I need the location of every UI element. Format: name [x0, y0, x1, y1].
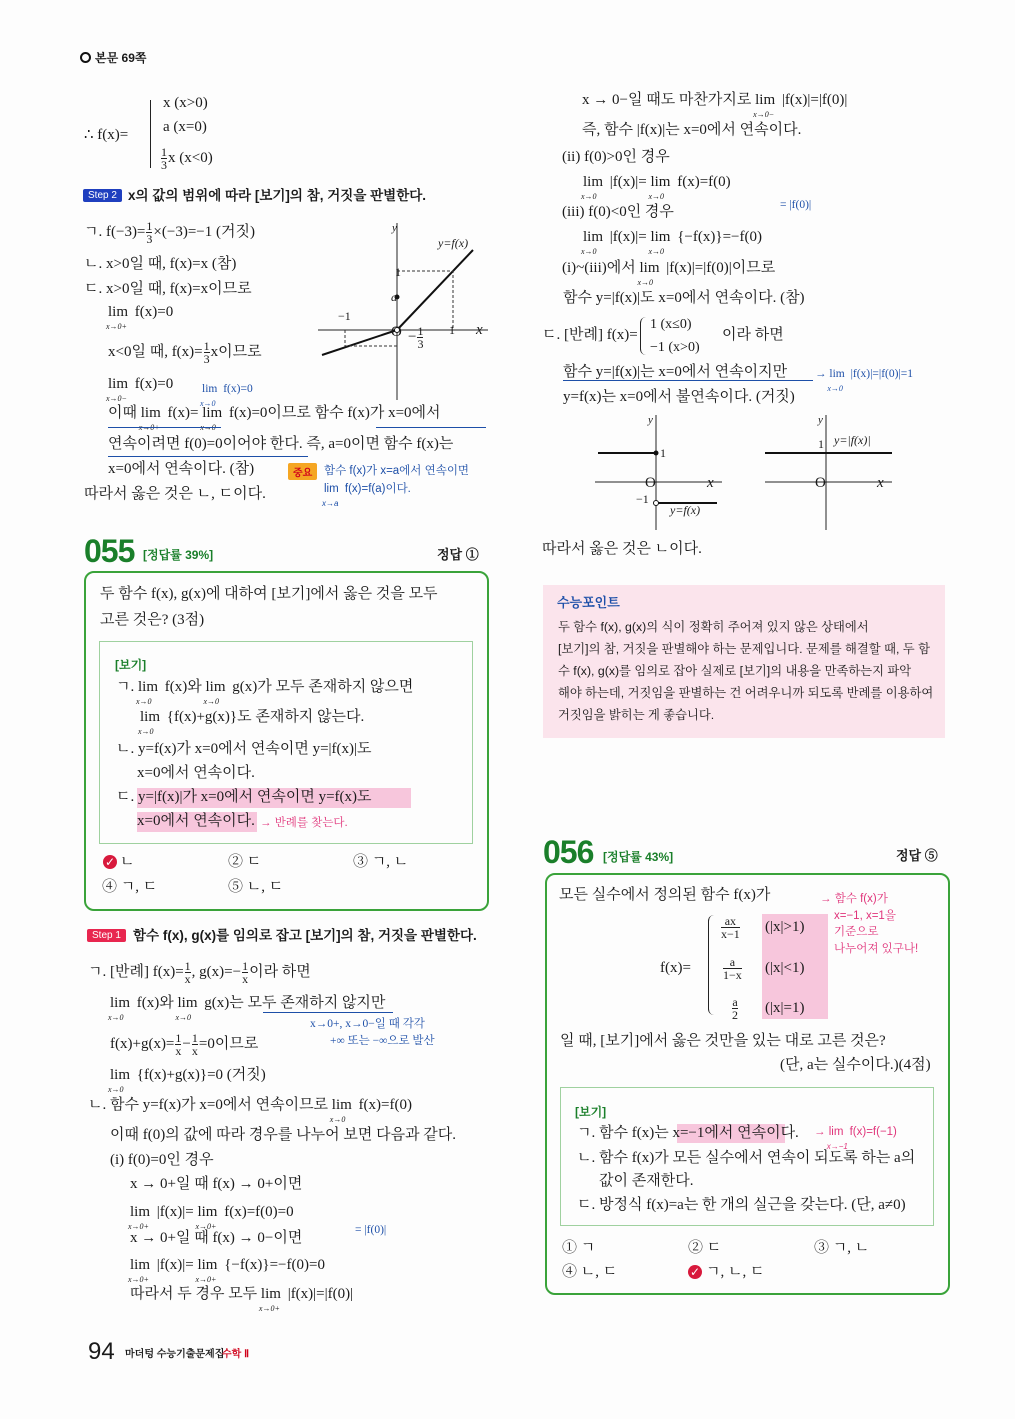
bogi-item: ㄱ. 함수 f(x)는 x=−1에서 연속이다. [577, 1125, 799, 1141]
bogi-item: ㄴ. y=f(x)가 x=0에서 연속이면 y=|f(x)|도 [116, 741, 372, 757]
important-note: 함수 f(x)가 x=a에서 연속이면 [324, 465, 470, 477]
axis-label: x [707, 475, 714, 491]
choice-1[interactable]: ① ㄱ [562, 1240, 596, 1256]
brace [708, 915, 715, 1015]
case-3: $\frac{1}{3}$ x (x<0) [161, 145, 213, 172]
tick-label: a [391, 290, 397, 304]
note: = |f(0)| [355, 1224, 387, 1236]
case-cond: (|x|>1) [765, 919, 805, 935]
line: ㄴ. 함수 y=f(x)가 x=0에서 연속이므로 lim x→0 f(x)=f(0) [88, 1097, 412, 1124]
line: 따라서 옳은 것은 ㄴ, ㄷ이다. [84, 486, 266, 502]
important-badge: 중요 [288, 463, 317, 480]
problem-box [545, 873, 950, 1295]
case-expr: $\frac{a}{1-x}$ [723, 955, 742, 982]
case-cond: (|x|=1) [765, 1000, 805, 1016]
line: lim x→0 f(x)와 lim x→0 g(x)는 모두 존재하지 않지만 [108, 995, 386, 1022]
note: → lim x→0 |f(x)|=|f(0)|=1 [815, 368, 914, 393]
choice-2[interactable]: ② ㄷ [688, 1240, 722, 1256]
origin-label: O [645, 475, 656, 491]
bogi-item: x=0에서 연속이다. [137, 813, 255, 829]
tick-label: 1 [449, 323, 455, 337]
origin-label: O [391, 324, 402, 340]
line: (ii) f(0)>0인 경우 [562, 149, 670, 165]
line: x → 0+일 때 f(x) → 0−이면 [130, 1230, 303, 1246]
axis-label: x [476, 322, 483, 338]
underline [108, 456, 308, 457]
step1-text: 함수 f(x), g(x)를 임의로 잡고 [보기]의 참, 거짓을 판별한다. [133, 928, 477, 943]
ref-text: 본문 69쪽 [95, 51, 147, 65]
curve-negative [322, 330, 397, 355]
line: ㄷ. [반례] f(x)= [542, 327, 638, 343]
axis-label: x [877, 475, 884, 491]
tick-label: −1 [636, 492, 649, 506]
brace [150, 100, 157, 168]
note: → 반례를 찾는다. [260, 817, 348, 829]
closed-point [654, 451, 659, 456]
section-ref [80, 48, 146, 68]
question-text: 일 때, [보기]에서 옳은 것만을 있는 대로 고른 것은? [560, 1033, 886, 1049]
choice-5[interactable]: ⑤ ㄴ, ㄷ [228, 879, 284, 895]
line: ㄱ. f(−3)= $\frac{1}{3}$ ×(−3)=−1 (거짓) [84, 219, 255, 246]
page-number: 94 [88, 1338, 115, 1365]
step2-badge: Step 2 [83, 189, 122, 202]
line: lim x→0− f(x)=0 [106, 376, 174, 403]
choice-4[interactable]: ④ ㄴ, ㄷ [562, 1264, 618, 1280]
line: ㄴ. x>0일 때, f(x)=x (참) [84, 256, 237, 272]
line: 함수 y=|f(x)|도 x=0에서 연속이다. (참) [563, 290, 805, 306]
check-mark-icon: ✓ [689, 1265, 701, 1279]
therefore-fx: ∴ f(x)= [84, 127, 129, 143]
correct-rate: [정답률 43%] [603, 850, 674, 864]
brace [640, 317, 647, 355]
line: f(x)+g(x)= $\frac{1}{x}$ − $\frac{1}{x}$ =0이므로 [110, 1031, 259, 1058]
choice-2[interactable]: ② ㄷ [228, 854, 262, 870]
answer: 정답 ⑤ [896, 848, 938, 863]
tip-line: 두 함수 f(x), g(x)의 식이 정확히 주어져 있지 않은 상태에서 [558, 620, 869, 634]
line: y=f(x)는 x=0에서 불연속이다. (거짓) [563, 389, 795, 405]
line: ㄷ. x>0일 때, f(x)=x이므로 [84, 281, 252, 297]
note: → lim x→−1 f(x)=f(−1) [814, 1126, 897, 1151]
step2-text: x의 값의 범위에 따라 [보기]의 참, 거짓을 판별한다. [128, 188, 427, 203]
bogi-item: ㄷ. 방정식 f(x)=a는 한 개의 실근을 갖는다. (단, a≠0) [577, 1197, 906, 1213]
tip-line: 수 f(x), g(x)를 임의로 잡아 실제로 [보기]의 내용을 만족하는지 파악 [558, 664, 912, 678]
curve-label: y=f(x) [438, 236, 469, 250]
axis-label: y [818, 414, 823, 426]
side-note: x=−1, x=1을 [834, 910, 896, 922]
line: x → 0+일 때 f(x) → 0+이면 [130, 1176, 303, 1192]
tick-label: −1 [338, 309, 351, 323]
bogi-item: ㄷ. y=|f(x)|가 x=0에서 연속이면 y=f(x)도 [116, 789, 372, 805]
bogi-item: ㄴ. 함수 f(x)가 모든 실수에서 연속이 되도록 하는 a의 [577, 1150, 916, 1166]
axis-label: y [648, 414, 653, 426]
line: 함수 y=|f(x)|는 x=0에서 연속이지만 [563, 364, 788, 380]
tick-label: 1 [395, 265, 401, 279]
case-cond: (|x|<1) [765, 960, 805, 976]
case-2: −1 (x>0) [650, 340, 700, 355]
circle-bullet-icon [80, 52, 91, 63]
tick-label [408, 325, 424, 350]
line: lim x→0+ f(x)=0 [106, 304, 174, 331]
underline [376, 427, 486, 428]
question-text: (단, a는 실수이다.)(4점) [780, 1057, 931, 1073]
tick-label: 1 [818, 437, 824, 451]
curve-label: y=|f(x)| [834, 433, 871, 447]
tip-title: 수능포인트 [557, 595, 620, 610]
line: 따라서 두 경우 모두 lim x→0+ |f(x)|=|f(0)| [130, 1286, 354, 1313]
underline [108, 427, 221, 428]
important-note: lim x→a f(x)=f(a)이다. [322, 483, 411, 508]
line: x=0에서 연속이다. (참) [108, 461, 255, 477]
tip-line: [보기]의 참, 거짓을 판별해야 하는 문제입니다. 문제를 해결할 때, 두 함 [558, 642, 930, 656]
line: 이때 f(0)의 값에 따라 경우를 나누어 보면 다음과 같다. [110, 1127, 457, 1143]
choice-3[interactable]: ③ ㄱ, ㄴ [814, 1240, 870, 1256]
line: (i) f(0)=0인 경우 [110, 1152, 214, 1168]
minus: − [408, 328, 417, 345]
axis-label: y [392, 222, 397, 234]
line: 이때 lim x→0+ f(x)= lim x→0− f(x)=0이므로 함수 f(x)가 x=0에서 [108, 405, 441, 432]
note: +∞ 또는 −∞으로 발산 [330, 1035, 435, 1047]
fx-label: f(x)= [660, 960, 691, 976]
case-expr: $\frac{ax}{x-1}$ [721, 914, 740, 941]
bogi-item: ㄱ. lim x→0 f(x)와 lim x→0 g(x)가 모두 존재하지 않으면 [116, 679, 414, 706]
question-text: 모든 실수에서 정의된 함수 f(x)가 [559, 887, 771, 903]
line: 이라 하면 [722, 327, 784, 343]
open-point [654, 501, 659, 506]
note: x→0+, x→0−일 때 각각 [310, 1018, 425, 1030]
bogi-item: x=0에서 연속이다. [137, 765, 255, 781]
choice-3[interactable]: ③ ㄱ, ㄴ [353, 854, 409, 870]
tip-line: 거짓임을 밝히는 게 좋습니다. [558, 708, 715, 722]
bogi-label: [보기] [575, 1105, 607, 1119]
underline [563, 380, 813, 381]
graphs-counterexample [590, 410, 910, 535]
bogi-item: 값이 존재한다. [599, 1173, 694, 1189]
origin-label: O [815, 475, 826, 491]
question-text: 두 함수 f(x), g(x)에 대하여 [보기]에서 옳은 것을 모두 [100, 586, 438, 602]
choice-1[interactable]: ㄴ [120, 854, 135, 870]
tip-line: 해야 하는데, 거짓임을 판별하는 건 어려우니까 되도록 반례를 이용하여 [558, 686, 934, 700]
line: lim x→0+ |f(x)|= lim x→0+ {−f(x)}=−f(0)=0 [128, 1257, 325, 1284]
question-text: 고른 것은? (3점) [100, 612, 205, 628]
line: lim x→0 |f(x)|= lim x→0 f(x)=f(0) [581, 174, 731, 201]
line: 따라서 옳은 것은 ㄴ이다. [542, 541, 702, 557]
subject: 수학 Ⅱ [222, 1349, 250, 1360]
line: lim x→0 |f(x)|= lim x→0 {−f(x)}=−f(0) [581, 229, 762, 256]
line: 즉, 함수 |f(x)|는 x=0에서 연속이다. [582, 122, 802, 138]
step1-badge: Step 1 [87, 929, 126, 942]
note-lim: lim x→0 f(x)=0 [200, 383, 253, 408]
line: ㄱ. [반례] f(x)= $\frac{1}{x}$ , g(x)=− $\frac{1}{x}$ 이라 하면 [88, 959, 311, 986]
underline [263, 1012, 393, 1013]
book-title: 마더텅 수능기출문제집 [125, 1349, 225, 1360]
problem-number: 055 [84, 533, 135, 569]
check-mark-icon: ✓ [104, 855, 116, 869]
line: 연속이려면 f(0)=0이어야 한다. 즉, a=0이면 함수 f(x)는 [108, 436, 454, 452]
case-expr: $\frac{a}{2}$ [732, 995, 738, 1022]
line: x → 0−일 때도 마찬가지로 lim x→0− |f(x)|=|f(0)| [582, 92, 848, 119]
fraction: $\frac{1}{3}$ [417, 324, 424, 351]
line: lim x→0 {f(x)+g(x)}=0 (거짓) [108, 1067, 266, 1094]
answer: 정답 ① [437, 547, 479, 562]
problem-number: 056 [543, 834, 594, 870]
choice-4[interactable]: ④ ㄱ, ㄷ [102, 879, 158, 895]
line: (i)~(iii)에서 lim x→0 |f(x)|=|f(0)|이므로 [562, 260, 776, 287]
tick-label: 1 [660, 446, 666, 460]
side-note: → 함수 f(x)가 [820, 893, 888, 905]
line: (iii) f(0)<0인 경우 [562, 204, 674, 220]
line: x<0일 때, f(x)= $\frac{1}{3}$ x이므로 [108, 339, 262, 366]
line: lim x→0+ |f(x)|= lim x→0+ f(x)=f(0)=0 [128, 1204, 294, 1231]
case-2: a (x=0) [163, 119, 207, 135]
bogi-label: [보기] [115, 658, 147, 672]
bogi-item: lim x→0 {f(x)+g(x)}도 존재하지 않는다. [138, 709, 365, 736]
case-1: 1 (x≤0) [650, 317, 692, 332]
curve-label: y=f(x) [670, 503, 701, 517]
curve-positive [397, 250, 473, 330]
correct-rate: [정답률 39%] [143, 548, 214, 562]
side-note: 기준으로 [834, 926, 879, 938]
choice-5[interactable]: ㄱ, ㄴ, ㄷ [706, 1264, 765, 1280]
case-1: x (x>0) [163, 95, 208, 111]
side-note: 나누어져 있구나! [834, 943, 919, 955]
note: = |f(0)| [780, 199, 812, 211]
